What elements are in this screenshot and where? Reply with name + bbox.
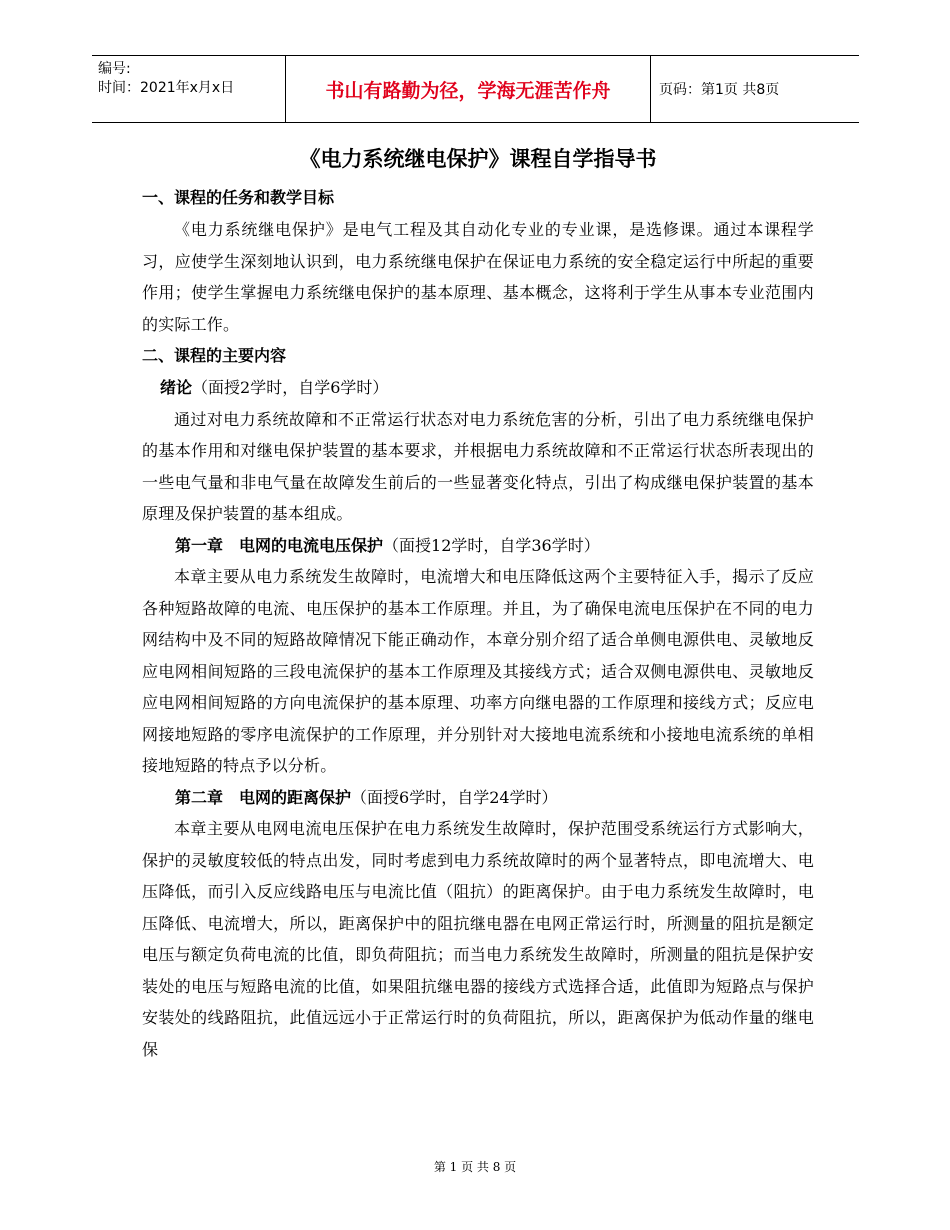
time-label: 时间：2021年x月x日 bbox=[98, 80, 235, 96]
section-heading-goals: 一、课程的任务和教学目标 bbox=[142, 188, 335, 207]
document-body bbox=[142, 142, 814, 1065]
header-meta bbox=[92, 56, 285, 122]
header-motto: 书山有路勤为径，学海无涯苦作舟 bbox=[285, 56, 651, 122]
code-label: 编号: bbox=[98, 61, 131, 77]
paragraph-chapter2: 本章主要从电网电流电压保护在电力系统发生故障时，保护范围受系统运行方式影响大，保护的灵敏度较低的特点出发，同时考虑到电力系统故障时的两个显著特点，即电流增大、电压降低，而引入反应线路电压与电流比值（阻抗）的距离保护。由于电力系统发生故障时，电压降低、电流增大，所以，距离保护中的阻抗继电器在电网正常运行时，所测量的阻抗是额定电压与额定负荷电流的比值，即负荷阻抗；而当电力系统发生故障时，所测量的阻抗是保护安装处的电压与短路电流的比值，如果阻抗继电器的接线方式选择合适，此值即为短路点与保护安装处的线路阻抗，此值远远小于正常运行时的负荷阻抗，所以，距离保护为低动作量的继电保 bbox=[142, 819, 814, 1059]
header-page-label: 页码：第1页 共8页 bbox=[659, 82, 780, 98]
intro-hours: （面授2学时，自学6学时） bbox=[192, 378, 389, 397]
chapter1-title: 第一章 电网的电流电压保护 bbox=[175, 535, 384, 555]
document-title: 《电力系统继电保护》课程自学指导书 bbox=[299, 146, 657, 171]
chapter1-heading bbox=[142, 530, 814, 562]
page-header bbox=[92, 55, 859, 123]
chapter1-hours: （面授12学时，自学36学时） bbox=[383, 535, 600, 555]
chapter2-hours: （面授6学时，自学24学时） bbox=[351, 787, 558, 807]
paragraph-goals: 《电力系统继电保护》是电气工程及其自动化专业的专业课，是选修课。通过本课程学习，应使学生深刻地认识到，电力系统继电保护在保证电力系统的安全稳定运行中所起的重要作用；使学生掌握电力系统继电保护的基本原理、基本概念，这将利于学生从事本专业范围内的实际工作。 bbox=[142, 220, 814, 334]
chapter2-title: 第二章 电网的距离保护 bbox=[175, 787, 352, 807]
intro-heading bbox=[142, 372, 814, 404]
paragraph-intro: 通过对电力系统故障和不正常运行状态对电力系统危害的分析，引出了电力系统继电保护的基本作用和对继电保护装置的基本要求，并根据电力系统故障和不正常运行状态所表现出的一些电气量和非电气量在故障发生前后的一些显著变化特点，引出了构成继电保护装置的基本原理及保护装置的基本组成。 bbox=[142, 409, 814, 523]
intro-title: 绪论 bbox=[160, 378, 193, 397]
page-footer: 第 1 页 共 8 页 bbox=[433, 1160, 517, 1174]
paragraph-chapter1: 本章主要从电力系统发生故障时，电流增大和电压降低这两个主要特征入手，揭示了反应各种短路故障的电流、电压保护的基本工作原理。并且，为了确保电流电压保护在不同的电力网结构中及不同的短路故障情况下能正确动作，本章分别介绍了适合单侧电源供电、灵敏地反应电网相间短路的三段电流保护的基本工作原理及其接线方式；适合双侧电源供电、灵敏地反应电网相间短路的方向电流保护的基本原理、功率方向继电器的工作原理和接线方式；反应电网接地短路的零序电流保护的工作原理，并分别针对大接地电流系统和小接地电流系统的单相接地短路的特点予以分析。 bbox=[142, 567, 814, 775]
chapter2-heading bbox=[142, 782, 814, 814]
section-heading-content: 二、课程的主要内容 bbox=[142, 346, 287, 365]
